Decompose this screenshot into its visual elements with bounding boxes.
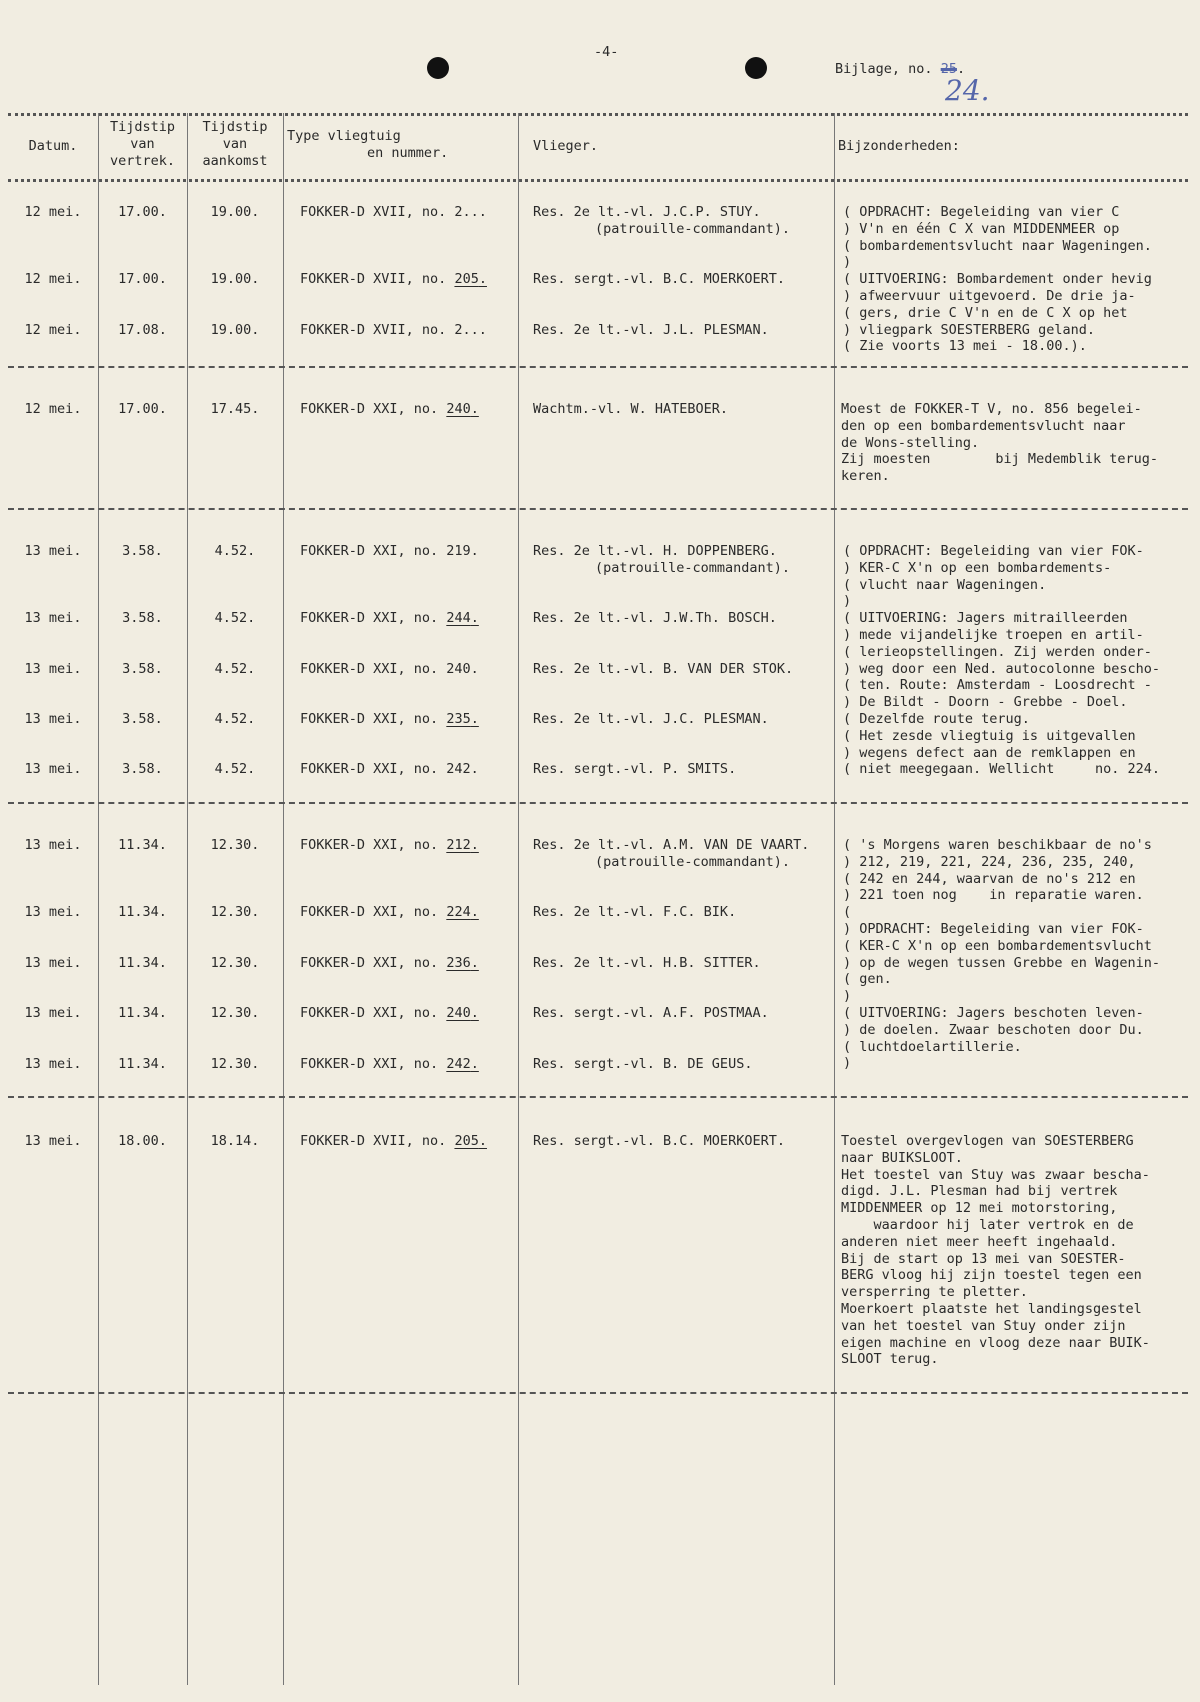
col-header-vertrek-line1: Tijdstip [109, 119, 176, 135]
remark-block-1: ( OPDRACHT: Begeleiding van vier C ) V'n en één C X van MIDDENMEER op ( bombardementsvlucht naar Wageningen. ) ( UITVOERING: Bombardement onder hevig ) afweervuur uitgevoerd. De drie ja- ( gers, drie C V'n en de C X op het ) vliegpark SOESTERBERG geland. ( Zie voorts 13 mei - 18.00.). [843, 204, 1152, 355]
col-header-bijzonderheden: Bijzonderheden: [838, 138, 960, 154]
cell-vertrek: 11.34. [118, 837, 167, 853]
cell-vlieger-role: (patrouille-commandant). [595, 854, 791, 870]
cell-datum: 13 mei. [24, 761, 82, 777]
header-bottom-rule [8, 179, 1188, 182]
type-text: FOKKER-D XVII, no. 2... [300, 204, 487, 220]
cell-vlieger: Res. 2e lt.-vl. H.B. SITTER. [533, 955, 761, 971]
cell-vertrek: 11.34. [118, 904, 167, 920]
cell-datum: 13 mei. [24, 1056, 82, 1072]
type-suffix: . [470, 1056, 479, 1072]
col-header-type [287, 128, 448, 162]
type-number: 235 [446, 711, 471, 727]
type-suffix: . [470, 1005, 479, 1021]
cell-type [300, 322, 487, 339]
cell-type [300, 761, 479, 778]
cell-vertrek: 3.58. [122, 761, 163, 777]
type-prefix: FOKKER-D XVII, no. [300, 1133, 455, 1149]
cell-vlieger: Res. sergt.-vl. B.C. MOERKOERT. [533, 271, 785, 287]
cell-vlieger: Res. 2e lt.-vl. J.W.Th. BOSCH. [533, 610, 777, 626]
appendix-label-text: Bijlage, no. [835, 61, 933, 77]
punch-hole-right [745, 57, 767, 79]
type-suffix: . [470, 837, 479, 853]
cell-type [300, 271, 487, 288]
cell-datum: 12 mei. [24, 271, 82, 287]
appendix-handwritten-number: 24. [945, 74, 990, 107]
appendix-dot: . [956, 61, 966, 77]
type-suffix: . [470, 955, 479, 971]
cell-vertrek: 11.34. [118, 1056, 167, 1072]
group-separator-4 [8, 1096, 1188, 1098]
cell-vertrek: 17.00. [118, 204, 167, 220]
cell-vertrek: 11.34. [118, 955, 167, 971]
cell-type [300, 904, 479, 921]
type-prefix: FOKKER-D XXI, no. [300, 904, 447, 920]
type-text: FOKKER-D XVII, no. 2... [300, 322, 487, 338]
col-header-vertrek [98, 119, 187, 170]
cell-aankomst: 4.52. [214, 543, 256, 559]
type-prefix: FOKKER-D XXI, no. [300, 401, 447, 417]
cell-vlieger: Wachtm.-vl. W. HATEBOER. [533, 401, 729, 417]
col-header-type-line2: en nummer. [367, 145, 449, 161]
type-number: 205 [454, 271, 479, 287]
cell-type [300, 711, 479, 728]
cell-vlieger-role: (patrouille-commandant). [595, 221, 791, 237]
type-suffix: . [478, 271, 487, 287]
cell-vertrek: 3.58. [122, 661, 163, 677]
col-header-aankomst-line3: aankomst [202, 153, 268, 169]
col-header-vertrek-line2: van [130, 136, 155, 152]
cell-datum: 13 mei. [24, 711, 82, 727]
cell-vlieger: Res. 2e lt.-vl. H. DOPPENBERG. [533, 543, 777, 559]
cell-aankomst: 4.52. [214, 711, 256, 727]
type-prefix: FOKKER-D XXI, no. [300, 1005, 447, 1021]
type-number: 240 [446, 401, 471, 417]
type-text: FOKKER-D XXI, no. 242. [300, 761, 479, 777]
cell-vlieger: Res. 2e lt.-vl. F.C. BIK. [533, 904, 737, 920]
cell-type [300, 401, 479, 418]
group-separator-2 [8, 508, 1188, 510]
remark-block-2: Moest de FOKKER-T V, no. 856 begelei- den op een bombardementsvlucht naar de Wons-stelling. Zij moesten bij Medemblik terug- keren. [841, 401, 1158, 485]
cell-vertrek: 3.58. [122, 610, 163, 626]
cell-datum: 13 mei. [24, 543, 82, 559]
group-separator-3 [8, 802, 1188, 804]
col-divider-4 [518, 113, 519, 1685]
type-number: 244 [446, 610, 471, 626]
cell-aankomst: 19.00. [210, 204, 260, 220]
cell-aankomst: 4.52. [214, 761, 256, 777]
page-number: -4- [594, 44, 619, 60]
cell-type [300, 661, 479, 678]
cell-datum: 13 mei. [24, 1005, 82, 1021]
cell-type [300, 204, 487, 221]
type-suffix: . [478, 1133, 487, 1149]
cell-type [300, 837, 479, 854]
col-header-vlieger: Vlieger. [533, 138, 599, 154]
cell-vlieger: Res. sergt.-vl. P. SMITS. [533, 761, 737, 777]
cell-datum: 13 mei. [24, 955, 82, 971]
type-suffix: . [470, 610, 479, 626]
col-header-aankomst-line2: van [222, 136, 248, 152]
cell-type [300, 955, 479, 972]
header-top-rule [8, 113, 1188, 116]
cell-aankomst: 12.30. [210, 1005, 260, 1021]
cell-vlieger: Res. 2e lt.-vl. J.C. PLESMAN. [533, 711, 769, 727]
cell-aankomst: 12.30. [210, 904, 260, 920]
cell-vlieger: Res. 2e lt.-vl. J.L. PLESMAN. [533, 322, 769, 338]
cell-vertrek: 18.00. [118, 1133, 167, 1149]
cell-vlieger: Res. 2e lt.-vl. A.M. VAN DE VAART. [533, 837, 810, 853]
cell-datum: 13 mei. [24, 1133, 82, 1149]
cell-datum: 13 mei. [24, 837, 82, 853]
cell-type [300, 610, 479, 627]
col-divider-2 [187, 113, 188, 1685]
type-prefix: FOKKER-D XXI, no. [300, 1056, 447, 1072]
cell-vertrek: 17.00. [118, 271, 167, 287]
cell-vlieger: Res. 2e lt.-vl. B. VAN DER STOK. [533, 661, 794, 677]
group-separator-5 [8, 1392, 1188, 1394]
cell-aankomst: 12.30. [210, 1056, 260, 1072]
type-prefix: FOKKER-D XVII, no. [300, 271, 455, 287]
cell-type [300, 543, 479, 560]
col-divider-5 [834, 113, 835, 1685]
remark-block-4: ( 's Morgens waren beschikbaar de no's ) 212, 219, 221, 224, 236, 235, 240, ( 242 en 244, waarvan de no's 212 en ) 221 toen nog in reparatie waren. ( ) OPDRACHT: Begeleiding van vier FOK- ( KER-C X'n op een bombardementsvlucht ) op de wegen tussen Grebbe en Wagenin- ( gen. ) ( UITVOERING: Jagers beschoten leven- ) de doelen. Zwaar beschoten door Du. ( luchtdoelartillerie. ) [843, 837, 1160, 1072]
type-text: FOKKER-D XXI, no. 219. [300, 543, 479, 559]
cell-type [300, 1005, 479, 1022]
col-header-type-line1: Type vliegtuig [287, 128, 401, 144]
remark-block-3: ( OPDRACHT: Begeleiding van vier FOK- ) KER-C X'n op een bombardements- ( vlucht naar Wageningen. ) ( UITVOERING: Jagers mitrailleerden ) mede vijandelijke troepen en artil- ( lerieopstellingen. Zij werden onder- ) weg door een Ned. autocolonne bescho- ( ten. Route: Amsterdam - Loosdrecht - ) De Bildt - Doorn - Grebbe - Doel. ( Dezelfde route terug. ( Het zesde vliegtuig is uitgevallen ) wegens defect aan de remklappen en ( niet meegegaan. Wellicht no. 224. [843, 543, 1160, 778]
col-divider-3 [283, 113, 284, 1685]
cell-aankomst: 4.52. [214, 610, 256, 626]
cell-aankomst: 19.00. [210, 271, 260, 287]
cell-vlieger: Res. 2e lt.-vl. J.C.P. STUY. [533, 204, 761, 220]
cell-vlieger: Res. sergt.-vl. B.C. MOERKOERT. [533, 1133, 785, 1149]
cell-vertrek: 3.58. [122, 711, 163, 727]
cell-vertrek: 17.00. [118, 401, 167, 417]
cell-aankomst: 12.30. [210, 955, 260, 971]
cell-vlieger-role: (patrouille-commandant). [595, 560, 791, 576]
cell-aankomst: 19.00. [210, 322, 260, 338]
cell-datum: 12 mei. [24, 401, 82, 417]
type-prefix: FOKKER-D XXI, no. [300, 711, 447, 727]
type-prefix: FOKKER-D XXI, no. [300, 955, 447, 971]
group-separator-1 [8, 366, 1188, 368]
col-divider-1 [98, 113, 99, 1685]
cell-datum: 12 mei. [24, 204, 82, 220]
cell-aankomst: 17.45. [210, 401, 260, 417]
type-suffix: . [470, 711, 479, 727]
cell-vlieger: Res. sergt.-vl. B. DE GEUS. [533, 1056, 753, 1072]
type-prefix: FOKKER-D XXI, no. [300, 610, 447, 626]
cell-vertrek: 11.34. [118, 1005, 167, 1021]
type-suffix: . [470, 401, 479, 417]
cell-vertrek: 17.08. [118, 322, 167, 338]
type-number: 236 [446, 955, 471, 971]
col-header-vertrek-line3: vertrek. [109, 153, 176, 169]
type-number: 240 [446, 1005, 471, 1021]
type-prefix: FOKKER-D XXI, no. [300, 837, 447, 853]
type-suffix: . [470, 904, 479, 920]
cell-aankomst: 18.14. [210, 1133, 260, 1149]
cell-datum: 12 mei. [24, 322, 82, 338]
type-number: 242 [446, 1056, 471, 1072]
cell-aankomst: 12.30. [210, 837, 260, 853]
cell-datum: 13 mei. [24, 610, 82, 626]
type-number: 212 [446, 837, 471, 853]
col-header-datum: Datum. [28, 138, 78, 154]
cell-type [300, 1056, 479, 1073]
cell-datum: 13 mei. [24, 661, 82, 677]
col-header-aankomst [187, 119, 283, 170]
cell-type [300, 1133, 487, 1150]
type-number: 205 [454, 1133, 479, 1149]
type-text: FOKKER-D XXI, no. 240. [300, 661, 479, 677]
cell-vertrek: 3.58. [122, 543, 163, 559]
col-header-aankomst-line1: Tijdstip [202, 119, 268, 135]
cell-aankomst: 4.52. [214, 661, 256, 677]
remark-block-5: Toestel overgevlogen van SOESTERBERG naar BUIKSLOOT. Het toestel van Stuy was zwaar bescha- digd. J.L. Plesman had bij vertrek MIDDENMEER op 12 mei motorstoring, waardoor hij later vertrok en de anderen niet meer heeft ingehaald. Bij de start op 13 mei van SOESTER- BERG vloog hij zijn toestel tegen een versperring te pletter. Moerkoert plaatste het landingsgestel van het toestel van Stuy onder zijn eigen machine en vloog deze naar BUIK- SLOOT terug. [841, 1133, 1150, 1368]
cell-vlieger: Res. sergt.-vl. A.F. POSTMAA. [533, 1005, 769, 1021]
punch-hole-left [427, 57, 449, 79]
cell-datum: 13 mei. [24, 904, 82, 920]
appendix-struck-number: 25 [940, 61, 957, 77]
type-number: 224 [446, 904, 471, 920]
